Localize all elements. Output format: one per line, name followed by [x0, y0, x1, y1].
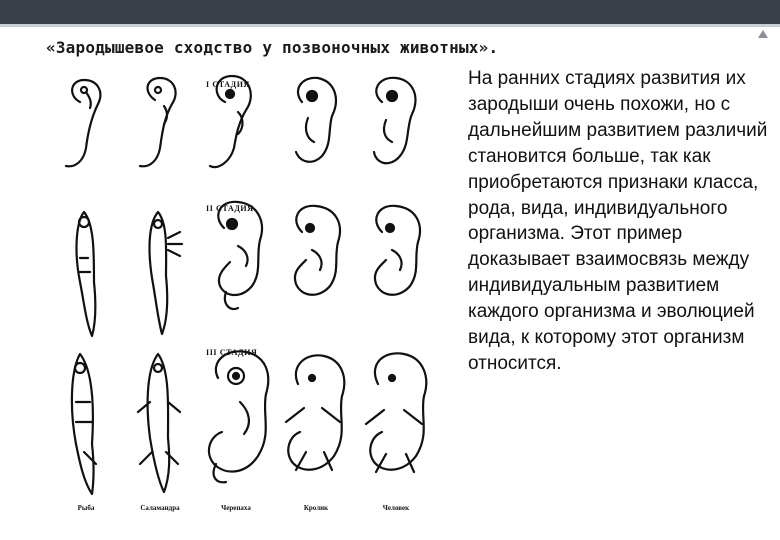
- triangle-marker-icon: [758, 30, 768, 38]
- embryo-stage3-salamander: [138, 354, 180, 492]
- animal-label-rabbit: Кролик: [303, 504, 329, 512]
- slide-top-bar: [0, 0, 780, 24]
- embryo-stage1-rabbit: [296, 78, 336, 162]
- embryo-comparison-figure: [40, 72, 440, 522]
- embryo-stage2-fish: [77, 212, 96, 336]
- embryo-drawings: [40, 72, 440, 522]
- slide-top-accent-line: [0, 24, 780, 27]
- animal-label-turtle: Черепаха: [221, 504, 251, 512]
- animal-label-salamander: Саламандра: [140, 504, 180, 512]
- embryo-stage1-fish: [66, 80, 100, 166]
- embryo-stage2-salamander: [150, 212, 182, 334]
- embryo-stage3-turtle: [209, 351, 268, 482]
- embryo-stage1-salamander: [140, 78, 176, 166]
- stage-label-2: II СТАДИЯ: [206, 204, 254, 213]
- embryo-stage1-human: [374, 78, 415, 163]
- slide-title: «Зародышевое сходство у позвоночных животных».: [46, 38, 499, 57]
- embryo-stage3-rabbit: [286, 355, 344, 470]
- stage-label-3: III СТАДИЯ: [206, 348, 258, 357]
- animal-label-fish: Рыба: [77, 504, 95, 512]
- embryo-stage2-human: [375, 206, 420, 295]
- embryo-stage3-fish: [72, 354, 96, 494]
- embryo-stage2-turtle: [218, 202, 262, 309]
- embryo-stage1-turtle: [210, 76, 251, 167]
- embryo-stage2-rabbit: [295, 206, 340, 295]
- embryo-stage3-human: [366, 353, 426, 472]
- stage-label-1: I СТАДИЯ: [206, 80, 250, 89]
- slide-body-text: На ранних стадиях развития их зародыши очень похожи, но с дальнейшим развитием различий становится больше, так как приобретаются признаки класса, рода, вида, индивидуального организма. Этот пример доказывает взаимосвязь между индивидуальным развитием каждого организма и эволюцией вида, к которому этот организм относится.: [468, 68, 768, 374]
- animal-label-human: Человек: [382, 504, 410, 512]
